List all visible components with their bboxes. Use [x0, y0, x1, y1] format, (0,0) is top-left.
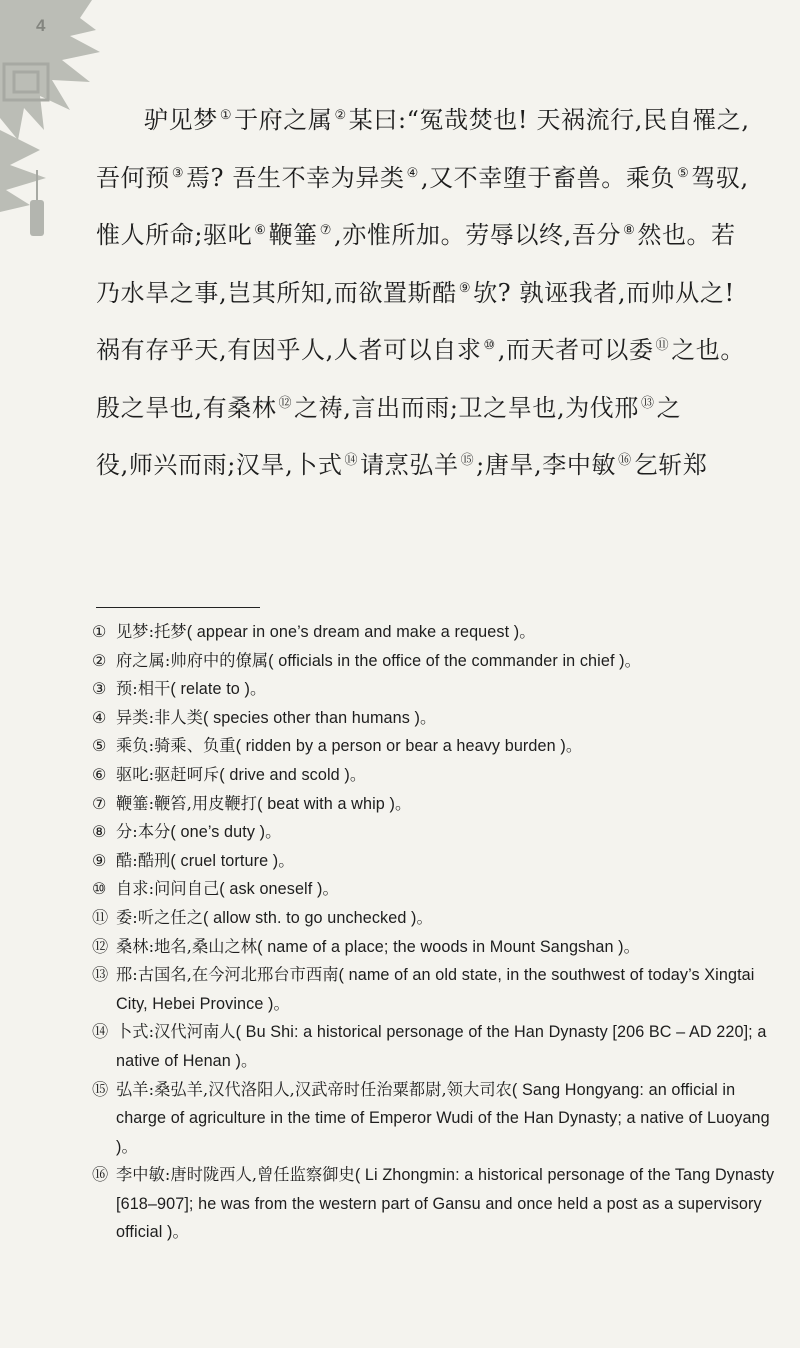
text-line: [96, 437, 786, 495]
text-segment: 役,师兴而雨;汉旱,卜式: [96, 451, 343, 479]
footnotes: [92, 618, 788, 1247]
text-segment: 乞斩郑: [633, 451, 708, 479]
text-segment: 某曰:“冤哉焚也! 天祸流行,民自罹之,: [348, 106, 750, 134]
text-line: [96, 207, 786, 265]
footnote-marker: ⑩: [92, 879, 107, 899]
footnote-marker: ⑤: [92, 736, 107, 756]
footnote-chinese: 府之属:帅府中的僚属: [116, 650, 269, 670]
footnote-item: [92, 818, 788, 847]
footnote-marker: ⑥: [92, 764, 107, 784]
footnote-reference[interactable]: ④: [406, 165, 419, 181]
text-segment: 欤? 孰诬我者,而帅从之!: [473, 278, 735, 307]
footnote-marker: ⑨: [92, 850, 107, 870]
text-segment: 于府之属: [234, 106, 333, 134]
footnote-chinese: 酷:酷刑: [116, 850, 171, 870]
text-segment: 之也。: [671, 336, 745, 364]
footnote-reference[interactable]: ⑮: [460, 453, 475, 468]
text-segment: ,而天者可以委: [497, 336, 654, 364]
footnote-chinese: 预:相干: [116, 679, 171, 699]
footnote-item: [92, 904, 788, 933]
footnote-item: [92, 790, 788, 819]
footnote-english: ( allow sth. to go unchecked )。: [203, 908, 433, 927]
text-segment: 然也。若: [637, 221, 736, 249]
footnote-marker: ⑬: [92, 965, 109, 985]
footnote-english: ( drive and scold )。: [219, 765, 367, 784]
footnote-chinese: 邢:古国名,在今河北邢台市西南: [116, 965, 339, 985]
text-segment: 祸有存乎天,有因乎人,人者可以自求: [96, 336, 482, 364]
text-line: [96, 380, 786, 438]
text-line: [96, 322, 786, 380]
footnote-reference[interactable]: ⑦: [319, 223, 333, 238]
footnote-reference[interactable]: ②: [334, 108, 347, 123]
footnote-marker: ⑪: [92, 907, 109, 927]
text-segment: 驴见梦: [144, 106, 218, 134]
main-text: [96, 92, 786, 495]
footnote-item: [92, 704, 788, 733]
footnote-marker: ⑭: [92, 1022, 109, 1042]
footnote-marker: ①: [92, 622, 107, 641]
text-line: [96, 92, 786, 150]
footnote-chinese: 自求:问问自己: [116, 879, 220, 899]
footnote-item: [92, 761, 788, 790]
footnote-item: [92, 1161, 788, 1247]
footnote-reference[interactable]: ⑫: [278, 395, 293, 411]
footnote-chinese: 分:本分: [116, 822, 171, 842]
footnote-item: [92, 647, 788, 676]
footnote-english: ( species other than humans )。: [203, 708, 437, 727]
footnote-item: [92, 875, 788, 904]
text-segment: 惟人所命;驱叱: [96, 221, 253, 249]
footnote-marker: ⑯: [92, 1165, 109, 1185]
footnote-reference[interactable]: ⑨: [458, 280, 472, 296]
footnote-item: [92, 847, 788, 876]
footnote-reference[interactable]: ⑧: [623, 223, 636, 238]
footnote-english: ( relate to )。: [170, 680, 267, 699]
footnote-item: [92, 675, 788, 704]
footnote-item: [92, 961, 788, 1018]
footnote-chinese: 异类:非人类: [116, 707, 203, 727]
text-segment: 焉? 吾生不幸为异类: [186, 163, 405, 192]
footnote-chinese: 李中敏:唐时陇西人,曾任监察御史: [116, 1165, 355, 1185]
footnote-english: ( one’s duty )。: [170, 823, 282, 842]
footnote-marker: ③: [92, 679, 107, 699]
text-segment: 吾何预: [96, 163, 170, 192]
footnote-marker: ②: [92, 650, 107, 670]
text-segment: 之祷,言出而雨;卫之旱也,为伐邢: [294, 393, 639, 422]
text-segment: 之: [656, 393, 682, 422]
footnote-english: ( officials in the office of the commander in chief )。: [268, 651, 641, 670]
footnote-item: [92, 618, 788, 647]
footnote-english: ( ask oneself )。: [219, 880, 339, 899]
footnote-chinese: 弘羊:桑弘羊,汉代洛阳人,汉武帝时任治粟都尉,领大司农: [116, 1079, 512, 1099]
footnote-chinese: 委:听之任之: [116, 907, 203, 927]
footnote-chinese: 鞭箠:鞭笞,用皮鞭打: [116, 793, 258, 813]
footnote-english: ( ridden by a person or bear a heavy burden )。: [235, 737, 583, 756]
text-segment: 请烹弘羊: [360, 451, 459, 479]
footnote-item: [92, 933, 788, 962]
text-segment: 鞭箠: [268, 221, 318, 249]
footnote-marker: ④: [92, 707, 107, 727]
footnote-chinese: 驱叱:驱赶呵斥: [116, 764, 220, 784]
footnote-english: ( Bu Shi: a historical personage of the Han Dynasty [206 BC – AD 220]; a native of Henan )。: [116, 1023, 767, 1070]
footnote-english: ( appear in one’s dream and make a request )。: [186, 623, 536, 641]
footnote-item: [92, 1076, 788, 1162]
footnote-english: ( cruel torture )。: [170, 851, 295, 870]
text-line: [96, 150, 786, 208]
footnote-marker: ⑦: [92, 793, 107, 813]
footnote-english: ( Sang Hongyang: an official in charge of agriculture in the time of Emperor Wudi of the Han Dynasty; a native of Luoyang )。: [116, 1080, 770, 1156]
footnote-chinese: 卜式:汉代河南人: [116, 1022, 236, 1042]
footnote-item: [92, 1018, 788, 1075]
footnote-marker: ⑧: [92, 822, 107, 842]
footnote-chinese: 乘负:骑乘、负重: [116, 736, 236, 756]
text-segment: ,又不幸堕于畜兽。乘负: [420, 163, 676, 192]
text-segment: ,亦惟所加。劳辱以终,吾分: [334, 221, 622, 249]
footnote-reference[interactable]: ⑤: [677, 165, 690, 181]
footnote-marker: ⑮: [92, 1079, 109, 1099]
text-segment: 驾驭,: [691, 163, 749, 192]
footnote-english: ( beat with a whip )。: [257, 794, 412, 813]
footnote-reference[interactable]: ⑬: [641, 395, 655, 411]
footnote-reference[interactable]: ⑯: [618, 453, 632, 468]
footnote-reference[interactable]: ⑥: [254, 223, 267, 238]
footnote-english: ( name of a place; the woods in Mount Sangshan )。: [257, 937, 640, 956]
text-segment: 乃水旱之事,岂其所知,而欲置斯酷: [96, 278, 457, 307]
footnote-divider: [96, 607, 260, 608]
footnote-marker: ⑫: [92, 936, 109, 956]
text-segment: 殷之旱也,有桑林: [96, 393, 277, 422]
text-line: [96, 265, 786, 323]
footnote-reference[interactable]: ⑩: [483, 338, 496, 353]
footnote-english: ( name of an old state, in the southwest of today’s Xingtai City, Hebei Province )。: [116, 966, 755, 1013]
footnote-english: ( Li Zhongmin: a historical personage of the Tang Dynasty [618–907]; he was from the western part of Gansu and once held a post as a supervisory official )。: [116, 1166, 775, 1242]
footnote-chinese: 见梦:托梦: [116, 622, 187, 641]
footnote-reference[interactable]: ⑪: [655, 338, 670, 353]
footnote-chinese: 桑林:地名,桑山之林: [116, 936, 258, 956]
text-segment: ;唐旱,李中敏: [476, 451, 617, 479]
footnote-item: [92, 732, 788, 761]
footnote-reference[interactable]: ③: [171, 165, 185, 181]
footnote-reference[interactable]: ⑭: [344, 453, 359, 468]
footnote-reference[interactable]: ①: [219, 108, 233, 123]
